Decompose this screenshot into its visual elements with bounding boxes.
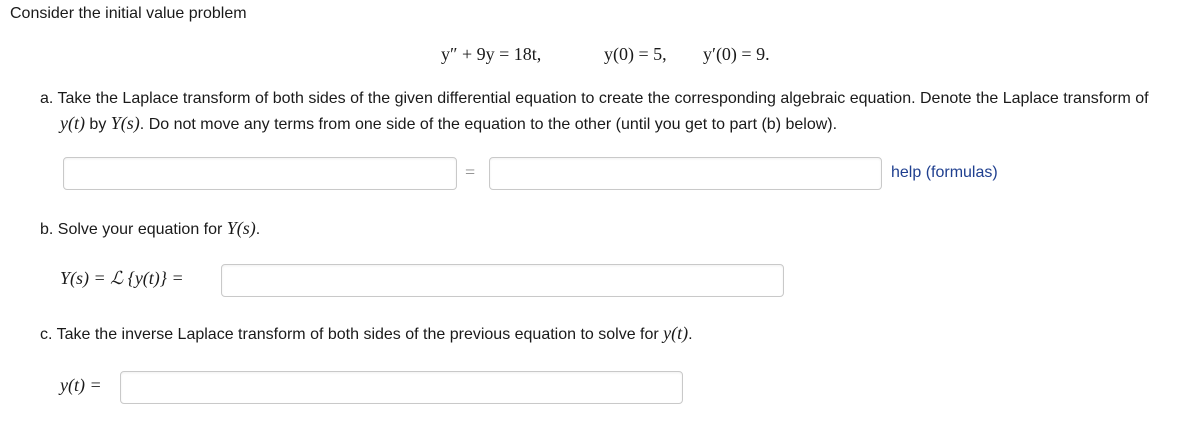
laplace-rhs-input[interactable] xyxy=(489,157,882,190)
part-c-instructions xyxy=(40,321,693,347)
ivp-initial-condition-2: y′(0) = 9. xyxy=(703,44,770,64)
ivp-initial-condition-1: y(0) = 5, xyxy=(604,44,667,64)
part-b-instructions xyxy=(40,216,260,242)
Y-of-s-input[interactable] xyxy=(221,264,784,297)
equals-sign: = xyxy=(465,162,476,182)
part-a-by-text: by xyxy=(84,116,111,133)
part-c-prefix: c. Take the inverse Laplace transform of both sides of the previous equation to solve for xyxy=(40,326,664,343)
intro-text: Consider the initial value problem xyxy=(10,5,247,22)
math-Y-of-s: Y(s) xyxy=(110,113,140,133)
part-a-instructions-line1: a. Take the Laplace transform of both sides of the given differential equation to create the corresponding algebraic equation. Denote the Laplace transform of xyxy=(40,90,1149,107)
part-c-suffix: . xyxy=(688,326,693,343)
part-b-answer-label: Y(s) = ℒ {y(t)} = xyxy=(60,268,184,288)
math-Y-of-s: Y(s) xyxy=(226,218,256,238)
part-a-rest-text: . Do not move any terms from one side of the equation to the other (until you get to part (b) below). xyxy=(139,116,838,133)
ivp-equation: y″ + 9y = 18t, xyxy=(441,44,542,64)
help-formulas-link[interactable]: help (formulas) xyxy=(891,164,998,181)
y-of-t-input[interactable] xyxy=(120,371,683,404)
math-y-of-t: y(t) xyxy=(60,113,85,133)
laplace-lhs-input[interactable] xyxy=(63,157,457,190)
part-b-prefix: b. Solve your equation for xyxy=(40,221,227,238)
part-c-answer-label: y(t) = xyxy=(60,375,102,395)
part-a-instructions-line2 xyxy=(60,111,837,137)
math-y-of-t: y(t) xyxy=(663,323,689,343)
part-b-suffix: . xyxy=(255,221,261,238)
